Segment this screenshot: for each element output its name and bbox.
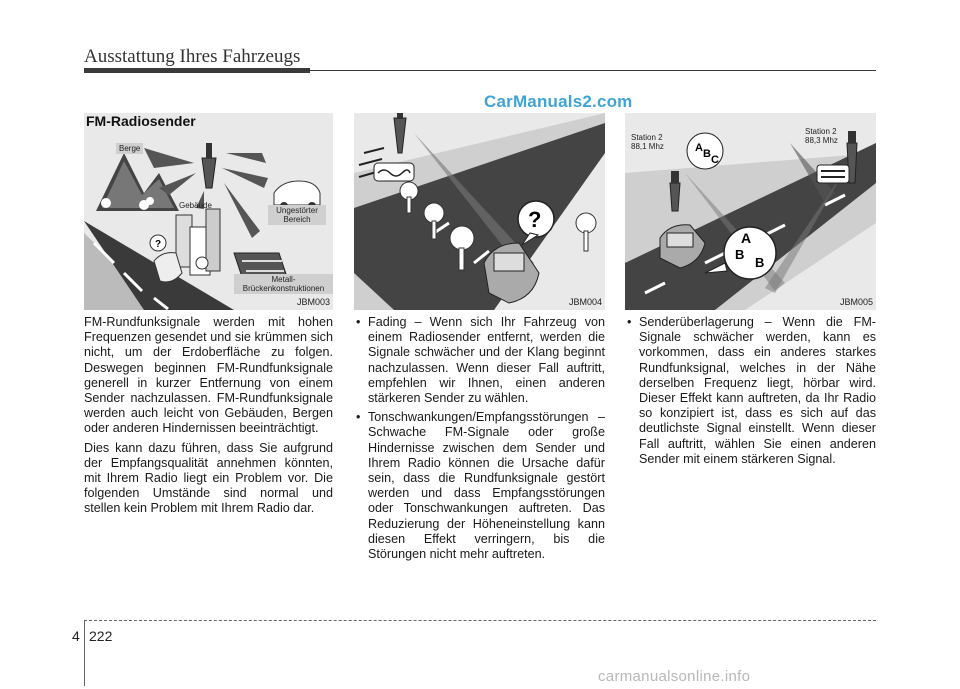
column-3 (625, 315, 876, 471)
overlap-letter-b-right: B (755, 255, 765, 270)
column-1 (84, 315, 333, 521)
label-undisturbed-area: Ungestörter Bereich (268, 205, 326, 225)
label-buildings: Gebäude (179, 201, 212, 210)
figure-fm-stations (84, 113, 333, 310)
page-number: 222 (89, 628, 113, 644)
watermark-top[interactable]: CarManuals2.com (484, 92, 633, 111)
station-left-frequency: 88,1 Mhz (631, 142, 664, 151)
bullet-fading: • Fading – Wenn sich Ihr Fahrzeug von einem Radiosender entfernt, werden die Signale schwächer und der Klang beginnt nachzulassen. Wenn dieser Fall auftritt, empfehlen wir Ihnen, einen anderen stärkeren Sender zu wählen. (356, 315, 605, 406)
letter-b: B (703, 148, 711, 160)
station-right-frequency: 88,3 Mhz (805, 136, 838, 145)
header-rule-thick (84, 68, 310, 73)
svg-text:?: ? (155, 239, 162, 250)
figure-code: JBM003 (296, 297, 330, 307)
letter-c: C (711, 154, 719, 166)
bullet-interference: • Tonschwankungen/Empfangsstörungen – Schwache FM-Signale oder große Hindernisse zwischen dem Sender und Ihrem Radio können die Ursache dafür sein, dass die Rundfunksignale gestört werden und dass Empfangsstörungen oder Tonschwankungen auftreten. Das Reduzierung der Höheneinstellung kann diesen Effekt verringern, bis die Störungen nicht mehr auftreten. (356, 410, 605, 562)
figure-heading: FM-Radiosender (86, 113, 196, 129)
station-left-name: Station 2 (631, 133, 663, 142)
bullet-station-overlap: • Senderüberlagerung – Wenn die FM-Signale schwächer werden, kann es vorkommen, dass ein anderes starkes Rundfunksignal, welches in der Nähe derselben Frequenz liegt, hörbar wird. Dieser Effekt kann auftreten, da Ihr Radio so konzipiert ist, dass es sich auf das deutlichste Signal einstellt. Wenn dieser Fall auftritt, wählen Sie einen anderen Sender mit einem stärkeren Signal. (627, 315, 876, 466)
paragraph-fm-signals: FM-Rundfunksignale werden mit hohen Frequenzen gesendet und sie krümmen sich nicht, um der Erdoberfläche zu folgen. Deswegen beginnen FM-Rundfunksignale generell in kurzer Entfernung von einem Sender nachzulassen. FM-Rundfunksignale werden auch leicht von Gebäuden, Bergen oder anderen Hindernissen beeinträchtigt. (84, 315, 333, 436)
figure-fading (354, 113, 605, 310)
chapter-number: 4 (72, 628, 80, 644)
bullet-dot: • (356, 410, 361, 425)
question-mark: ? (528, 207, 542, 232)
footer-vertical-rule (84, 620, 85, 686)
label-mountains: Berge (116, 143, 143, 154)
overlap-letter-a: A (741, 230, 752, 246)
overlap-letter-b-left: B (735, 247, 745, 262)
column-2 (354, 315, 605, 566)
paragraph-reception-quality: Dies kann dazu führen, dass Sie aufgrund der Empfangsqualität annehmen könnten, mit Ihrem Radio liegt ein Problem vor. Die folgenden Umstände sind normal und stellen kein Problem mit Ihrem Radio dar. (84, 440, 333, 516)
fading-illustration (354, 113, 605, 310)
figure-code: JBM005 (839, 297, 873, 307)
figure-station-overlap (625, 113, 876, 310)
figure-code: JBM004 (568, 297, 602, 307)
section-title: Ausstattung Ihres Fahrzeugs (84, 46, 301, 67)
station-right-name: Station 2 (805, 127, 837, 136)
letter-a: A (695, 142, 703, 154)
bullet-dot: • (356, 315, 361, 329)
header-rule-thin (310, 70, 876, 71)
label-metal-bridges: Metall- Brückenkonstruktionen (234, 274, 333, 294)
footer-rule (84, 620, 876, 621)
watermark-bottom[interactable]: carmanualsonline.info (598, 668, 751, 685)
bullet-dot: • (627, 315, 632, 329)
